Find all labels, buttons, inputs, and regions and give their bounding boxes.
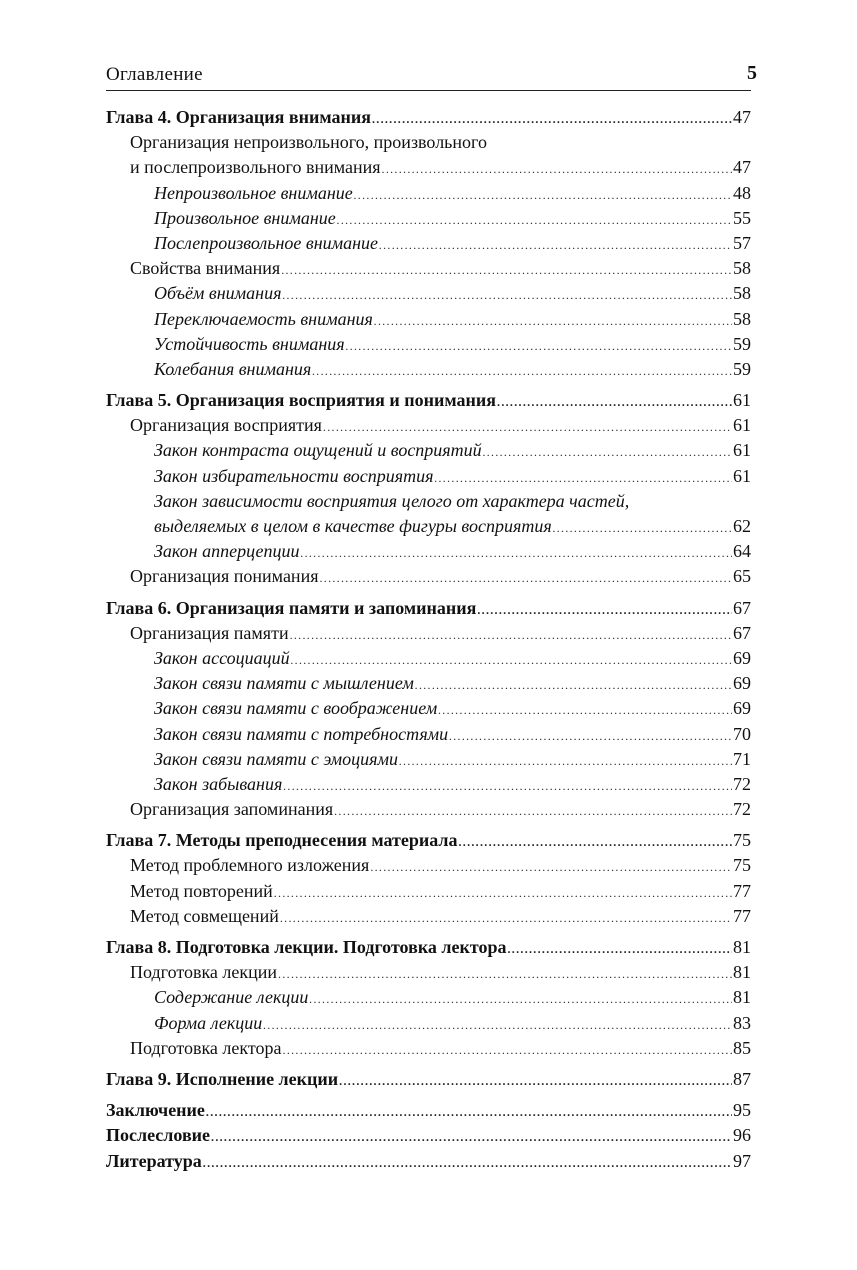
toc-entry-page: 72	[733, 799, 751, 820]
dot-leader	[301, 541, 732, 566]
toc-entry-page: 59	[733, 358, 751, 379]
toc-entry-title: Послесловие	[106, 1125, 211, 1146]
toc-entry-section[interactable]	[106, 256, 751, 281]
toc-entry-page: 65	[733, 566, 751, 587]
toc-entry-subsection[interactable]	[106, 206, 751, 231]
toc-entry-subsection[interactable]	[106, 307, 751, 332]
toc-entry-section[interactable]	[106, 853, 751, 878]
toc-entry-page: 77	[733, 905, 751, 926]
dot-leader	[354, 183, 732, 208]
toc-entry-subsection[interactable]	[106, 539, 751, 564]
toc-entry-chapter[interactable]	[106, 1067, 751, 1092]
header-page-number: 5	[747, 62, 757, 84]
running-header	[106, 58, 757, 91]
toc-entry-page: 81	[733, 937, 751, 957]
toc-entry-subsection[interactable]	[106, 357, 751, 382]
dot-leader	[553, 516, 732, 541]
toc-entry-title: Метод совмещений	[130, 905, 279, 926]
toc-entry-section[interactable]	[106, 1036, 751, 1061]
toc-entry-subsection[interactable]	[106, 281, 751, 306]
toc-end-matter	[106, 1098, 751, 1174]
dot-leader	[372, 107, 732, 132]
toc-entry-title-line: Организация непроизвольного, произвольного	[130, 132, 487, 153]
toc-entry-title: Закон связи памяти с эмоциями	[154, 748, 398, 769]
toc-entry-title: Колебания внимания	[154, 358, 312, 379]
book-page	[106, 58, 757, 1180]
toc-entry-subsection[interactable]	[106, 985, 751, 1010]
toc-entry-page: 69	[733, 673, 751, 694]
toc-entry-title: Непроизвольное внимание	[154, 182, 353, 203]
dot-leader	[339, 1069, 732, 1094]
toc-entry-title: Закон контраста ощущений и восприятий	[154, 440, 482, 461]
toc-entry-page: 58	[733, 308, 751, 329]
toc-entry-section[interactable]	[106, 904, 751, 929]
toc-entry-chapter[interactable]	[106, 935, 751, 960]
toc-entry-title: Организация понимания	[130, 566, 319, 587]
toc-chapter-7	[106, 828, 751, 929]
toc-entry-title-line: Закон зависимости восприятия целого от характера частей,	[154, 490, 630, 511]
dot-leader	[312, 359, 732, 384]
dot-leader	[477, 598, 732, 623]
table-of-contents	[106, 105, 751, 1174]
toc-entry-page: 55	[733, 207, 751, 228]
toc-entry-section[interactable]	[106, 960, 751, 985]
toc-entry-title: Устойчивость внимания	[154, 333, 345, 354]
toc-entry-page: 67	[733, 622, 751, 643]
toc-entry-title: Метод проблемного изложения	[130, 855, 370, 876]
toc-entry-page: 96	[733, 1125, 751, 1146]
toc-entry-page: 61	[733, 440, 751, 461]
toc-entry-title: Глава 7. Методы преподнесения материала	[106, 830, 458, 851]
toc-entry-page: 75	[733, 830, 751, 851]
toc-entry-title: Организация памяти	[130, 622, 289, 643]
toc-entry-title: Литература	[106, 1150, 202, 1171]
toc-entry-page: 61	[733, 415, 751, 436]
toc-entry-subsection[interactable]	[106, 696, 751, 721]
toc-entry-subsection[interactable]	[106, 646, 751, 671]
toc-entry-literature[interactable]	[106, 1149, 751, 1174]
toc-entry-chapter[interactable]	[106, 828, 751, 853]
toc-entry-section[interactable]	[106, 413, 751, 438]
toc-entry-title: Свойства внимания	[130, 258, 281, 279]
toc-entry-title: Подготовка лекции	[130, 962, 278, 983]
toc-entry-page: 69	[733, 647, 751, 668]
dot-leader	[274, 881, 732, 906]
toc-entry-title: Закон связи памяти с мышлением	[154, 673, 414, 694]
toc-entry-page: 48	[733, 182, 751, 203]
toc-entry-conclusion[interactable]	[106, 1098, 751, 1123]
dot-leader	[291, 648, 732, 673]
toc-entry-title: Закон ассоциаций	[154, 647, 290, 668]
toc-entry-subsection[interactable]	[106, 1011, 751, 1036]
toc-entry-section[interactable]	[106, 797, 751, 822]
toc-entry-title: Послепроизвольное внимание	[154, 232, 379, 253]
toc-chapter-5	[106, 388, 751, 590]
toc-entry-title: Закон избирательности восприятия	[154, 465, 434, 486]
dot-leader	[508, 937, 733, 962]
toc-entry-subsection[interactable]	[106, 332, 751, 357]
dot-leader	[278, 962, 732, 987]
header-title: Оглавление	[106, 64, 203, 85]
toc-entry-page: 77	[733, 880, 751, 901]
toc-entry-page: 81	[733, 962, 751, 983]
dot-leader	[379, 233, 732, 258]
toc-entry-page: 57	[733, 232, 751, 253]
dot-leader	[483, 440, 732, 465]
toc-entry-page: 87	[733, 1068, 751, 1089]
dot-leader	[283, 774, 732, 799]
dot-leader	[319, 566, 732, 591]
toc-entry-page: 95	[733, 1100, 751, 1121]
toc-entry-section[interactable]	[106, 155, 751, 180]
toc-entry-subsection[interactable]	[106, 671, 751, 696]
toc-entry-subsection[interactable]	[106, 231, 751, 256]
toc-entry-page: 58	[733, 258, 751, 279]
toc-entry-page: 70	[733, 723, 751, 744]
dot-leader	[323, 415, 732, 440]
dot-leader	[370, 855, 732, 880]
toc-entry-title: Произвольное внимание	[154, 207, 336, 228]
dot-leader	[263, 1013, 732, 1038]
toc-entry-title: Глава 8. Подготовка лекции. Подготовка лектора	[106, 937, 507, 957]
toc-entry-chapter[interactable]	[106, 105, 751, 130]
toc-entry-title: Форма лекции	[154, 1012, 263, 1033]
toc-entry-page: 47	[733, 157, 751, 178]
dot-leader	[415, 673, 732, 698]
toc-entry-subsection[interactable]	[106, 772, 751, 797]
dot-leader	[337, 208, 732, 233]
toc-entry-title: Подготовка лектора	[130, 1037, 282, 1058]
toc-entry-chapter[interactable]	[106, 388, 751, 413]
toc-chapter-9	[106, 1067, 751, 1092]
dot-leader	[281, 258, 732, 283]
dot-leader	[374, 309, 732, 334]
dot-leader	[449, 724, 732, 749]
dot-leader	[203, 1151, 732, 1176]
toc-entry-page: 47	[733, 107, 751, 127]
dot-leader	[458, 830, 732, 855]
toc-entry-title: Переключаемость внимания	[154, 308, 373, 329]
dot-leader	[334, 799, 732, 824]
toc-entry-title: Заключение	[106, 1100, 205, 1121]
toc-entry-subsection[interactable]	[106, 181, 751, 206]
dot-leader	[206, 1100, 732, 1125]
toc-entry-page: 61	[733, 465, 751, 486]
dot-leader	[438, 698, 732, 723]
toc-entry-section[interactable]	[106, 879, 751, 904]
toc-entry-title: и послепроизвольного внимания	[130, 157, 381, 178]
toc-entry-title: Закон связи памяти с воображением	[154, 698, 438, 719]
toc-entry-title: Метод повторений	[130, 880, 273, 901]
toc-entry-page: 81	[733, 987, 751, 1008]
toc-chapter-4	[106, 105, 751, 382]
toc-entry-title: Глава 6. Организация памяти и запоминания	[106, 597, 477, 618]
toc-entry-title: Глава 4. Организация внимания	[106, 107, 371, 127]
toc-entry-subsection[interactable]	[106, 747, 751, 772]
dot-leader	[283, 1038, 732, 1063]
dot-leader	[290, 623, 732, 648]
toc-entry-page: 67	[733, 597, 751, 618]
dot-leader	[211, 1125, 732, 1150]
toc-entry-page: 69	[733, 698, 751, 719]
toc-entry-title: Организация запоминания	[130, 799, 334, 820]
toc-chapter-6	[106, 596, 751, 823]
toc-entry-title: Глава 5. Организация восприятия и понимания	[106, 390, 497, 411]
toc-entry-section[interactable]	[106, 621, 751, 646]
toc-entry-title: Объём внимания	[154, 283, 282, 304]
toc-entry-page: 61	[733, 390, 751, 411]
toc-entry-section[interactable]	[106, 564, 751, 589]
toc-entry-page: 71	[733, 748, 751, 769]
toc-entry-page: 97	[733, 1150, 751, 1171]
toc-chapter-8	[106, 935, 751, 1061]
toc-entry-subsection[interactable]	[106, 514, 751, 539]
toc-entry-page: 83	[733, 1012, 751, 1033]
toc-entry-title: Закон связи памяти с потребностями	[154, 723, 449, 744]
dot-leader	[382, 157, 732, 182]
toc-entry-page: 85	[733, 1037, 751, 1058]
toc-entry-subsection[interactable]	[106, 722, 751, 747]
toc-entry-page: 62	[733, 516, 751, 536]
dot-leader	[282, 283, 732, 308]
toc-entry-title: Глава 9. Исполнение лекции	[106, 1068, 339, 1089]
dot-leader	[280, 906, 732, 931]
dot-leader	[309, 987, 732, 1012]
toc-entry-title: Организация восприятия	[130, 415, 322, 436]
toc-entry-page: 59	[733, 333, 751, 354]
toc-entry-page: 75	[733, 855, 751, 876]
toc-entry-afterword[interactable]	[106, 1123, 751, 1148]
toc-entry-subsection[interactable]	[106, 438, 751, 463]
dot-leader	[434, 466, 732, 491]
dot-leader	[346, 334, 732, 359]
dot-leader	[399, 749, 732, 774]
dot-leader	[497, 390, 732, 415]
toc-entry-title: Закон забывания	[154, 773, 283, 794]
toc-entry-page: 72	[733, 773, 751, 794]
toc-entry-title: Закон апперцепции	[154, 541, 300, 562]
toc-entry-chapter[interactable]	[106, 596, 751, 621]
toc-entry-title: выделяемых в целом в качестве фигуры восприятия	[154, 516, 552, 536]
toc-entry-subsection[interactable]	[106, 464, 751, 489]
toc-entry-page: 64	[733, 541, 751, 562]
toc-entry-title: Содержание лекции	[154, 987, 309, 1008]
toc-entry-page: 58	[733, 283, 751, 304]
